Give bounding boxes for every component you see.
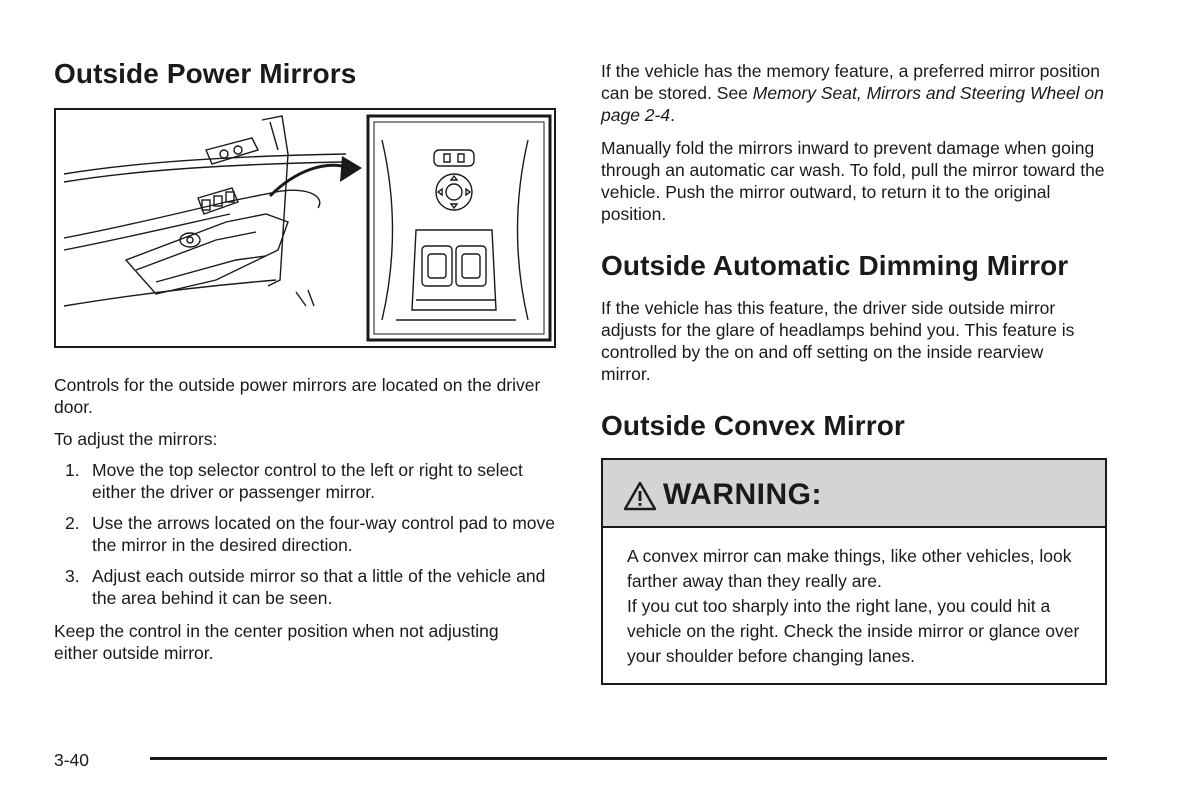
memory-cross-reference: Memory Seat, Mirrors and Steering Wheel on page 2-4 — [601, 83, 1104, 125]
warning-body — [627, 544, 1097, 669]
step-number: 3. — [65, 566, 80, 586]
list-item — [65, 565, 560, 609]
dimming-paragraph: If the vehicle has this feature, the driver side outside mirror adjusts for the glare of headlamps behind you. This feature is controlled by the on and off setting on the inside rearview mirror. — [601, 298, 1075, 384]
warning-header — [603, 460, 1105, 528]
intro-paragraph: Controls for the outside power mirrors are located on the driver door. — [54, 375, 541, 417]
footer-rule — [150, 757, 1107, 760]
page-number: 3-40 — [54, 750, 90, 770]
memory-text-start: If the vehicle has the memory feature, a preferred mirror position can be stored. See — [601, 61, 1100, 103]
pointer-arrow-icon — [340, 156, 362, 182]
list-item — [65, 512, 560, 556]
warning-box — [601, 458, 1107, 685]
memory-text-end: . — [670, 105, 675, 125]
section-heading-convex-mirror: Outside Convex Mirror — [601, 410, 905, 441]
warning-title: WARNING: — [663, 478, 822, 511]
warning-text-2: If you cut too sharply into the right lane, you could hit a vehicle on the right. Check the inside mirror or glance over your shoulder before changing lanes. — [627, 596, 1080, 666]
adjust-steps-list — [65, 459, 560, 618]
list-item — [65, 459, 560, 503]
adjust-lead-paragraph: To adjust the mirrors: — [54, 429, 218, 449]
step-text: Adjust each outside mirror so that a little of the vehicle and the area behind it can be seen. — [92, 566, 546, 608]
memory-feature-paragraph — [601, 60, 1107, 126]
door-mirror-controls-illustration — [54, 108, 556, 348]
warning-triangle-icon — [623, 481, 657, 511]
warning-text-1: A convex mirror can make things, like other vehicles, look farther away than they really are. — [627, 546, 1072, 591]
door-panel-drawing — [56, 110, 554, 346]
closing-paragraph: Keep the control in the center position when not adjusting either outside mirror. — [54, 621, 499, 663]
step-text: Use the arrows located on the four-way control pad to move the mirror in the desired direction. — [92, 513, 556, 555]
step-number: 1. — [65, 460, 80, 480]
step-number: 2. — [65, 513, 80, 533]
fold-mirrors-paragraph: Manually fold the mirrors inward to prevent damage when going through an automatic car wash. To fold, pull the mirror toward the vehicle. Push the mirror outward, to return it to the original position. — [601, 138, 1105, 224]
step-text: Move the top selector control to the left or right to select either the driver or passenger mirror. — [92, 460, 523, 502]
section-heading-outside-power-mirrors: Outside Power Mirrors — [54, 58, 357, 89]
section-heading-automatic-dimming: Outside Automatic Dimming Mirror — [601, 250, 1069, 281]
